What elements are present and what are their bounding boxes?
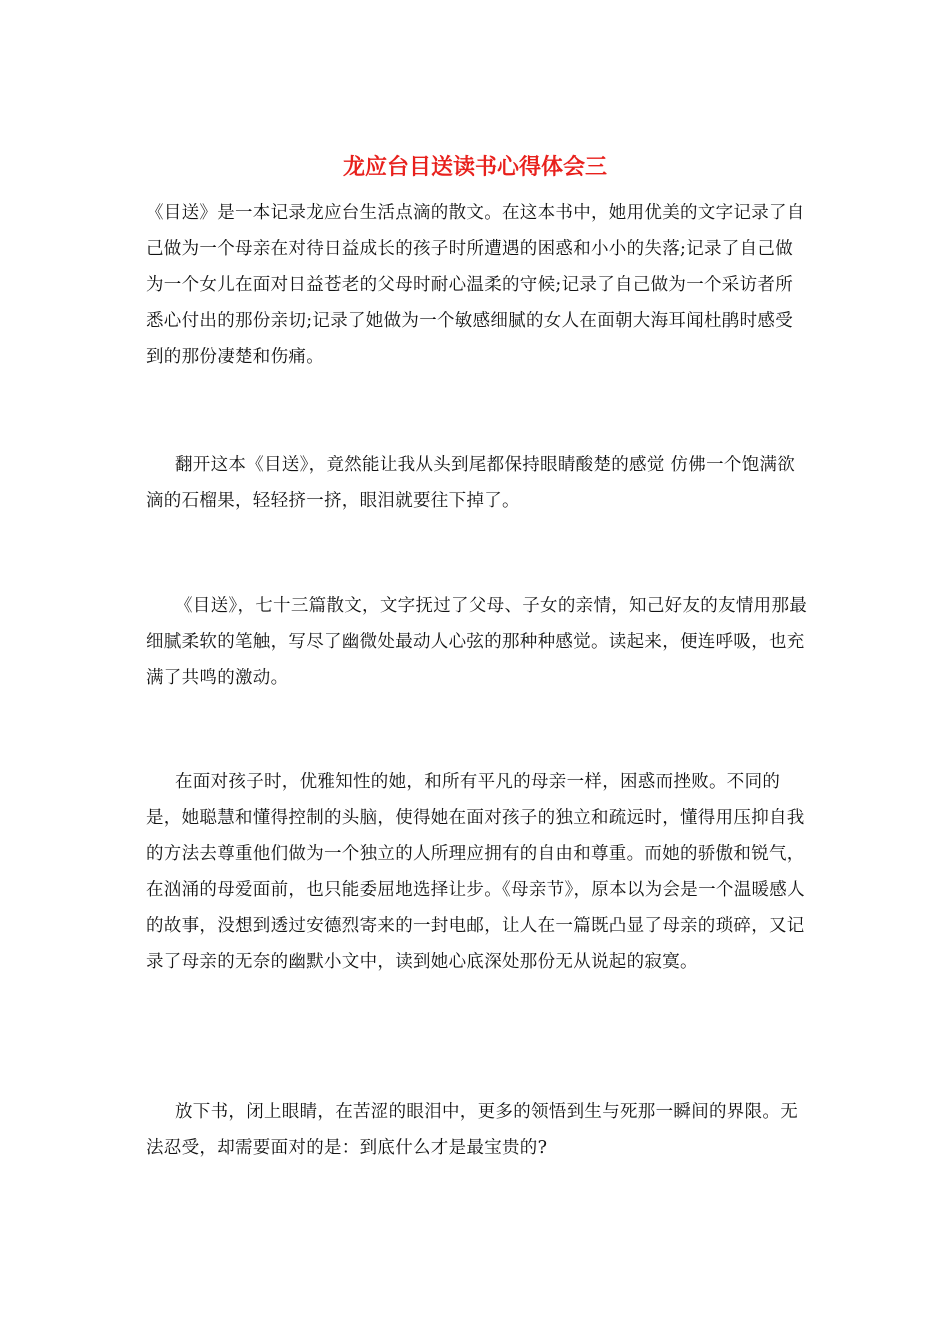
document-title: 龙应台目送读书心得体会三 [342,154,607,180]
paragraph-essays: 《目送》，七十三篇散文，文字抚过了父母、子女的亲情，知己好友的友情用那最细腻柔软的笔触，写尽了幽微处最动人心弦的那种种感觉。读起来，便连呼吸，也充满了共鸣的激动。 [146,596,808,688]
paragraph-intro: 《目送》是一本记录龙应台生活点滴的散文。在这本书中，她用优美的文字记录了自己做为一个母亲在对待日益成长的孩子时所遭遇的困惑和小小的失落;记录了自己做为一个女儿在面对日益苍老的父母时耐心温柔的守候;记录了自己做为一个采访者所悉心付出的那份亲切;记录了她做为一个敏感细腻的女人在面朝大海耳闻杜鹃时感受到的那份凄楚和伤痛。 [146,203,805,367]
paragraph-closing: 放下书，闭上眼睛，在苦涩的眼泪中，更多的领悟到生与死那一瞬间的界限。无法忍受，却需要面对的是：到底什么才是最宝贵的? [146,1102,798,1158]
paragraph-mother: 在面对孩子时，优雅知性的她，和所有平凡的母亲一样，困惑而挫败。不同的是，她聪慧和懂得控制的头脑，使得她在面对孩子的独立和疏远时，懂得用压抑自我的方法去尊重他们做为一个独立的人所理应拥有的自由和尊重。而她的骄傲和锐气，在汹涌的母爱面前，也只能委屈地选择让步。《母亲节》，原本以为会是一个温暖感人的故事，没想到透过安德烈寄来的一封电邮，让人在一篇既凸显了母亲的琐碎，又记录了母亲的无奈的幽默小文中，读到她心底深处那份无从说起的寂寞。 [146,772,805,972]
paragraph-opening-book: 翻开这本《目送》，竟然能让我从头到尾都保持眼睛酸楚的感觉 仿佛一个饱满欲滴的石榴果，轻轻挤一挤，眼泪就要往下掉了。 [146,455,796,511]
